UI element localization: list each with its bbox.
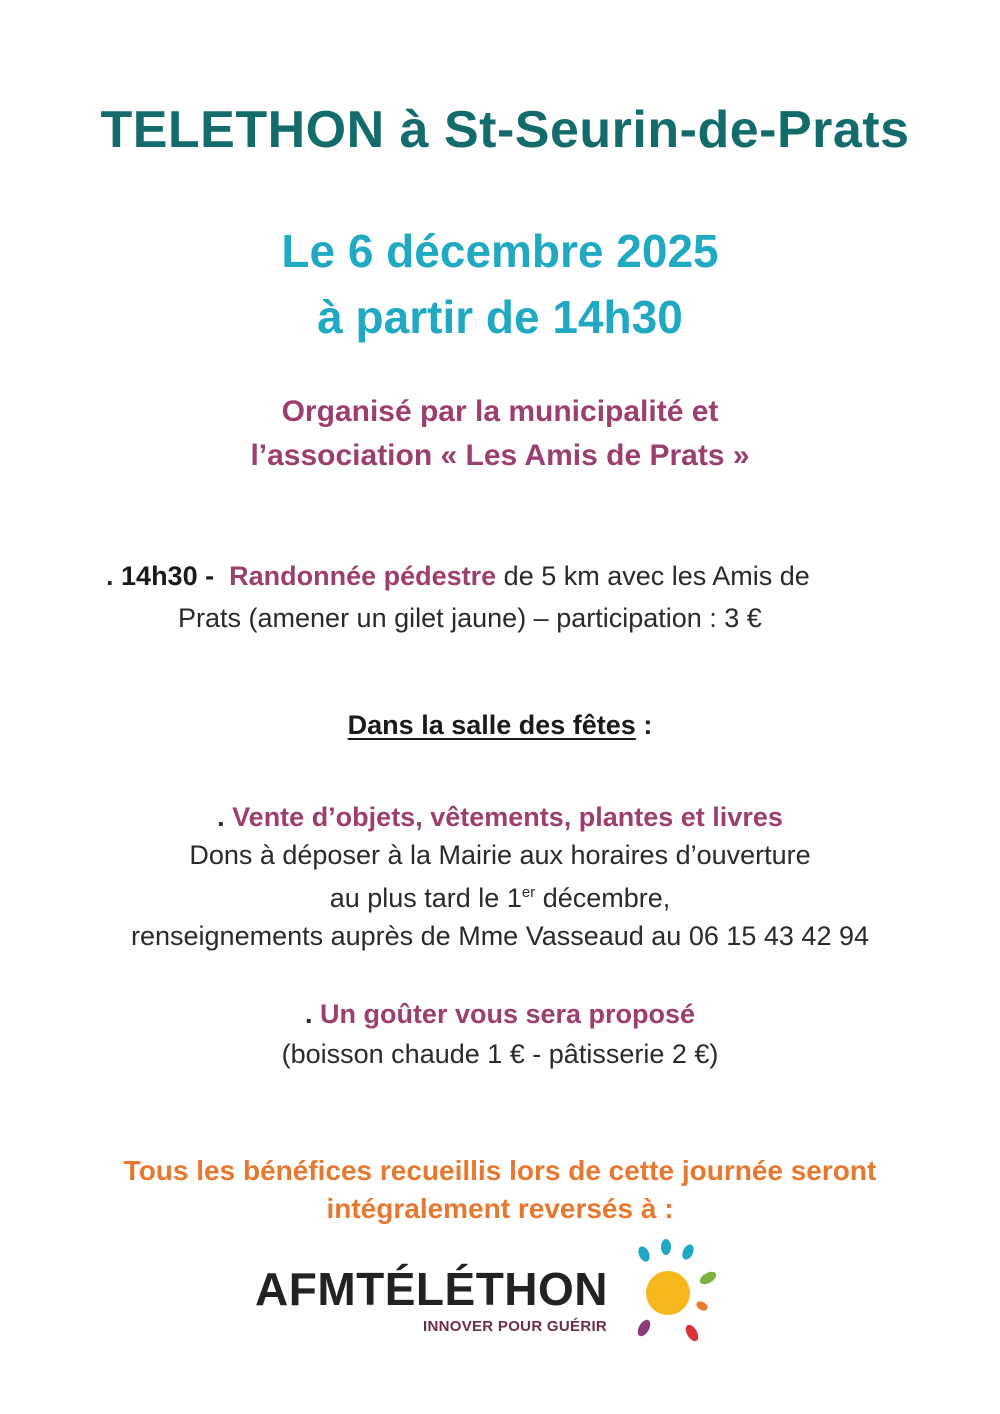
salle-heading-suffix: : bbox=[635, 710, 653, 740]
vente-line-1: Dons à déposer à la Mairie aux horaires d’ouverture bbox=[189, 840, 811, 870]
page-title: TELETHON à St-Seurin-de-Prats bbox=[100, 101, 910, 159]
gouter-title: Un goûter vous sera proposé bbox=[319, 999, 696, 1029]
benefices-block bbox=[0, 1152, 1000, 1228]
randonnee-title: Randonnée pédestre bbox=[229, 561, 497, 591]
date-line: Le 6 décembre 2025 bbox=[281, 225, 719, 277]
vente-line-2-sup: er bbox=[521, 884, 536, 901]
vente-bullet: . bbox=[217, 802, 225, 832]
organizer-line-1: Organisé par la municipalité et bbox=[281, 395, 719, 428]
benefices-line-2: intégralement reversés à : bbox=[326, 1193, 674, 1224]
vente-line-2-post: décembre, bbox=[535, 883, 671, 913]
salle-heading bbox=[0, 710, 1000, 741]
gouter-prices: (boisson chaude 1 € - pâtisserie 2 €) bbox=[281, 1039, 719, 1069]
randonnee-bullet: . bbox=[106, 561, 114, 591]
randonnee-text-1: de 5 km avec les Amis de bbox=[496, 561, 810, 591]
gouter-item bbox=[0, 994, 1000, 1074]
logo-name: AFMTÉLÉTHON bbox=[255, 1263, 609, 1315]
gouter-bullet: . bbox=[304, 999, 313, 1029]
randonnee-text-2: Prats (amener un gilet jaune) – participation : 3 € bbox=[178, 603, 762, 633]
logo-tagline: INNOVER POUR GUÉRIR bbox=[423, 1318, 608, 1335]
organizer-line-2: l’association « Les Amis de Prats » bbox=[250, 439, 750, 472]
afm-telethon-logo bbox=[255, 1238, 735, 1348]
vente-line-2 bbox=[0, 874, 1000, 917]
organizer-block bbox=[0, 390, 1000, 478]
randonnee-item bbox=[106, 555, 906, 639]
salle-heading-text: Dans la salle des fêtes bbox=[347, 710, 636, 740]
benefices-line-1: Tous les bénéfices recueillis lors de cette journée seront bbox=[123, 1155, 877, 1186]
afm-telethon-sun-logo-icon bbox=[630, 1238, 730, 1348]
event-date bbox=[0, 218, 1000, 350]
vente-title: Vente d’objets, vêtements, plantes et livres bbox=[232, 802, 783, 832]
time-line: à partir de 14h30 bbox=[317, 291, 683, 343]
vente-line-3: renseignements auprès de Mme Vasseaud au 06 15 43 42 94 bbox=[131, 921, 869, 951]
vente-line-2-pre: au plus tard le 1 bbox=[329, 883, 522, 913]
randonnee-time: 14h30 - bbox=[121, 561, 215, 591]
vente-item bbox=[0, 798, 1000, 955]
